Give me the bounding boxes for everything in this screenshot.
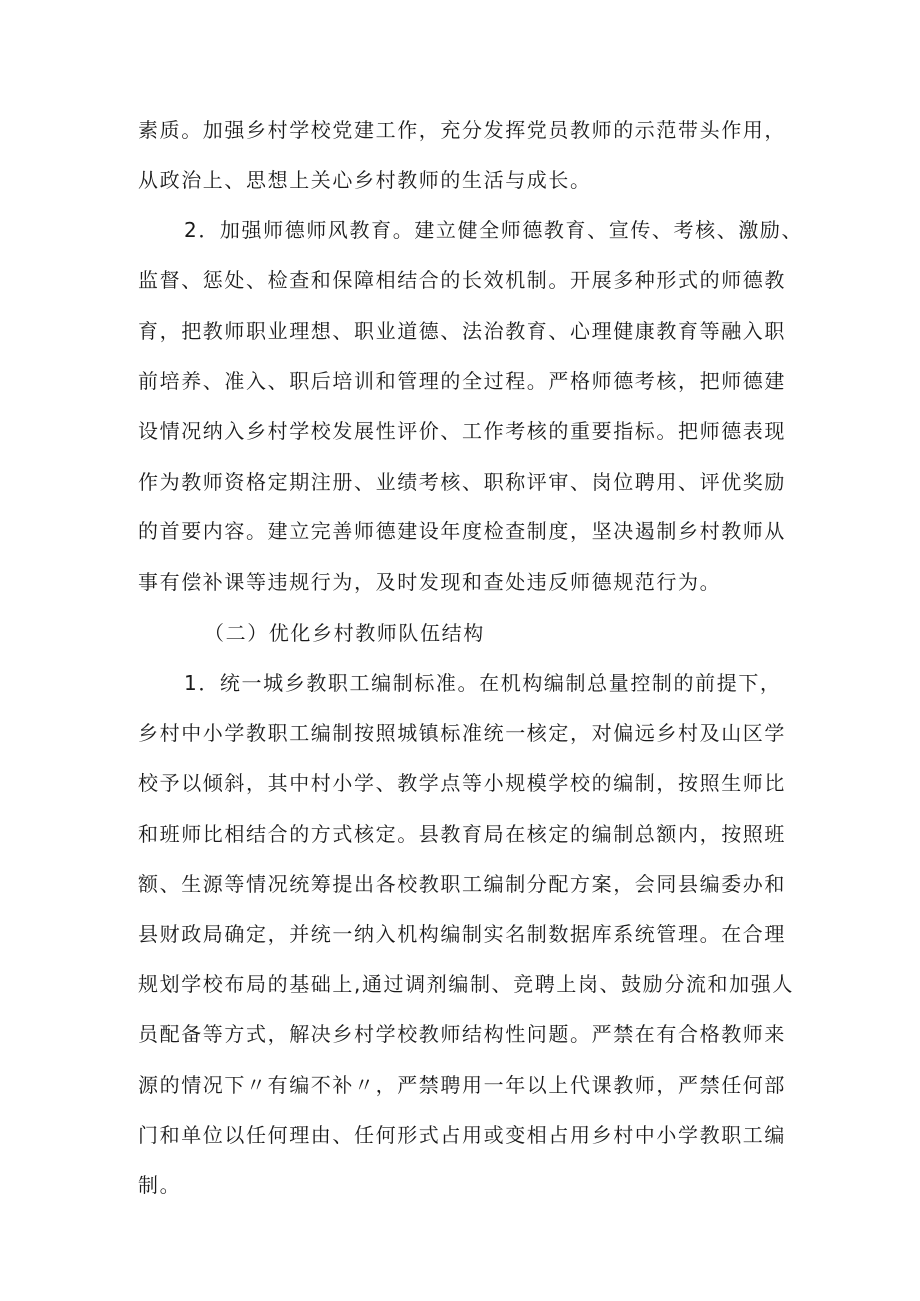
paragraph-line: 的首要内容。建立完善师德建设年度检查制度，坚决遏制乡村教师从 xyxy=(138,519,786,543)
paragraph-line: 乡村中小学教职工编制按照城镇标准统一核定，对偏远乡村及山区学 xyxy=(138,721,786,745)
section-heading: （二）优化乡村教师队伍结构 xyxy=(204,621,485,645)
paragraph-line: 员配备等方式，解决乡村学校教师结构性问题。严禁在有合格教师来 xyxy=(138,1022,786,1046)
paragraph-line: 规划学校布局的基础上,通过调剂编制、竞聘上岗、鼓励分流和加强人 xyxy=(138,972,794,996)
paragraph-line: 源的情况下〃有编不补〃，严禁聘用一年以上代课教师，严禁任何部 xyxy=(138,1073,786,1097)
paragraph-line: 县财政局确定，并统一纳入机构编制实名制数据库系统管理。在合理 xyxy=(138,922,786,946)
paragraph-line: 监督、惩处、检查和保障相结合的长效机制。开展多种形式的师德教 xyxy=(138,268,786,292)
paragraph-line: 门和单位以任何理由、任何形式占用或变相占用乡村中小学教职工编 xyxy=(138,1123,786,1147)
paragraph-line: 事有偿补课等违规行为，及时发现和查处违反师德规范行为。 xyxy=(138,570,722,594)
paragraph-line: 设情况纳入乡村学校发展性评价、工作考核的重要指标。把师德表现 xyxy=(138,419,786,443)
paragraph-line: 制。 xyxy=(138,1173,182,1197)
section-item-heading: 1．统一城乡教职工编制标准。在机构编制总量控制的前提下， xyxy=(184,671,782,695)
paragraph-line: 校予以倾斜，其中村小学、教学点等小规模学校的编制，按照生师比 xyxy=(138,771,786,795)
paragraph-line: 额、生源等情况统筹提出各校教职工编制分配方案，会同县编委办和 xyxy=(138,872,786,896)
paragraph-line: 育，把教师职业理想、职业道德、法治教育、心理健康教育等融入职 xyxy=(138,319,786,343)
paragraph-line: 和班师比相结合的方式核定。县教育局在核定的编制总额内，按照班 xyxy=(138,822,786,846)
paragraph-line: 前培养、准入、职后培训和管理的全过程。严格师德考核，把师德建 xyxy=(138,369,786,393)
section-item-heading: 2．加强师德师风教育。建立健全师德教育、宣传、考核、激励、 xyxy=(184,218,804,242)
paragraph-line: 作为教师资格定期注册、业绩考核、职称评审、岗位聘用、评优奖励 xyxy=(138,470,786,494)
paragraph-line: 从政治上、思想上关心乡村教师的生活与成长。 xyxy=(138,168,592,192)
paragraph-line: 素质。加强乡村学校党建工作，充分发挥党员教师的示范带头作用， xyxy=(138,118,786,142)
